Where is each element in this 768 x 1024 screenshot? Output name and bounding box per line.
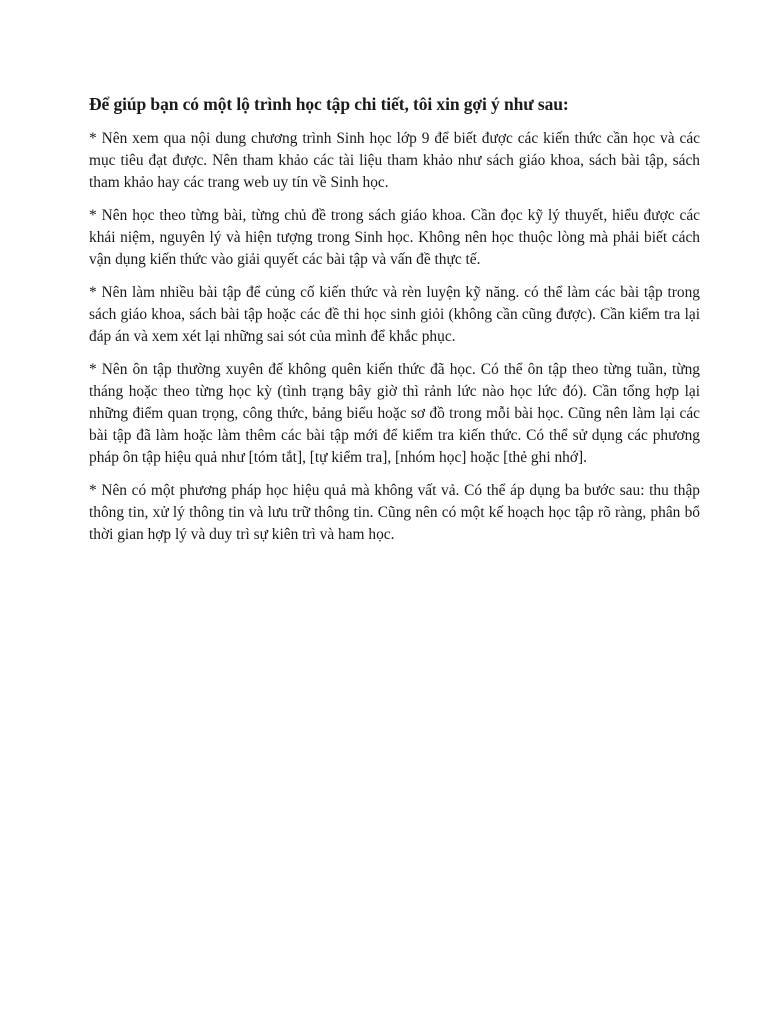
document-title: Để giúp bạn có một lộ trình học tập chi tiết, tôi xin gợi ý như sau: bbox=[89, 94, 569, 114]
paragraph-study-by-lesson: * Nên học theo từng bài, từng chủ đề trong sách giáo khoa. Cần đọc kỹ lý thuyết, hiểu được các khái niệm, nguyên lý và hiện tượng trong Sinh học. Không nên học thuộc lòng mà phải biết cách vận dụng kiến thức vào giải quyết các bài tập và vấn đề thực tế. bbox=[89, 207, 700, 268]
paragraph-effective-method: * Nên có một phương pháp học hiệu quả mà không vất vả. Có thể áp dụng ba bước sau: thu thập thông tin, xử lý thông tin và lưu trữ thông tin. Cũng nên có một kế hoạch học tập rõ ràng, phân bổ thời gian hợp lý và duy trì sự kiên trì và ham học. bbox=[89, 482, 700, 543]
paragraph-regular-review: * Nên ôn tập thường xuyên để không quên kiến thức đã học. Có thể ôn tập theo từng tuần, từng tháng hoặc theo từng học kỳ (tình trạng bây giờ thì rảnh lức nào học lức đó). Cần tổng hợp lại những điểm quan trọng, công thức, bảng biểu hoặc sơ đồ trong mỗi bài học. Cũng nên làm lại các bài tập đã làm hoặc làm thêm các bài tập mới để kiểm tra kiến thức. Có thể sử dụng các phương pháp ôn tập hiệu quả như [tóm tắt], [tự kiểm tra], [nhóm học] hoặc [thẻ ghi nhớ]. bbox=[89, 361, 700, 466]
paragraph-practice-exercises: * Nên làm nhiều bài tập để củng cố kiến thức và rèn luyện kỹ năng. có thể làm các bài tập trong sách giáo khoa, sách bài tập hoặc các đề thi học sinh giỏi (không cần cũng được). Cần kiểm tra lại đáp án và xem xét lại những sai sót của mình để khắc phục. bbox=[89, 284, 700, 345]
document-body bbox=[89, 92, 700, 557]
paragraph-overview: * Nên xem qua nội dung chương trình Sinh học lớp 9 để biết được các kiến thức cần học và các mục tiêu đạt được. Nên tham khảo các tài liệu tham khảo như sách giáo khoa, sách bài tập, sách tham khảo hay các trang web uy tín về Sinh học. bbox=[89, 130, 700, 191]
